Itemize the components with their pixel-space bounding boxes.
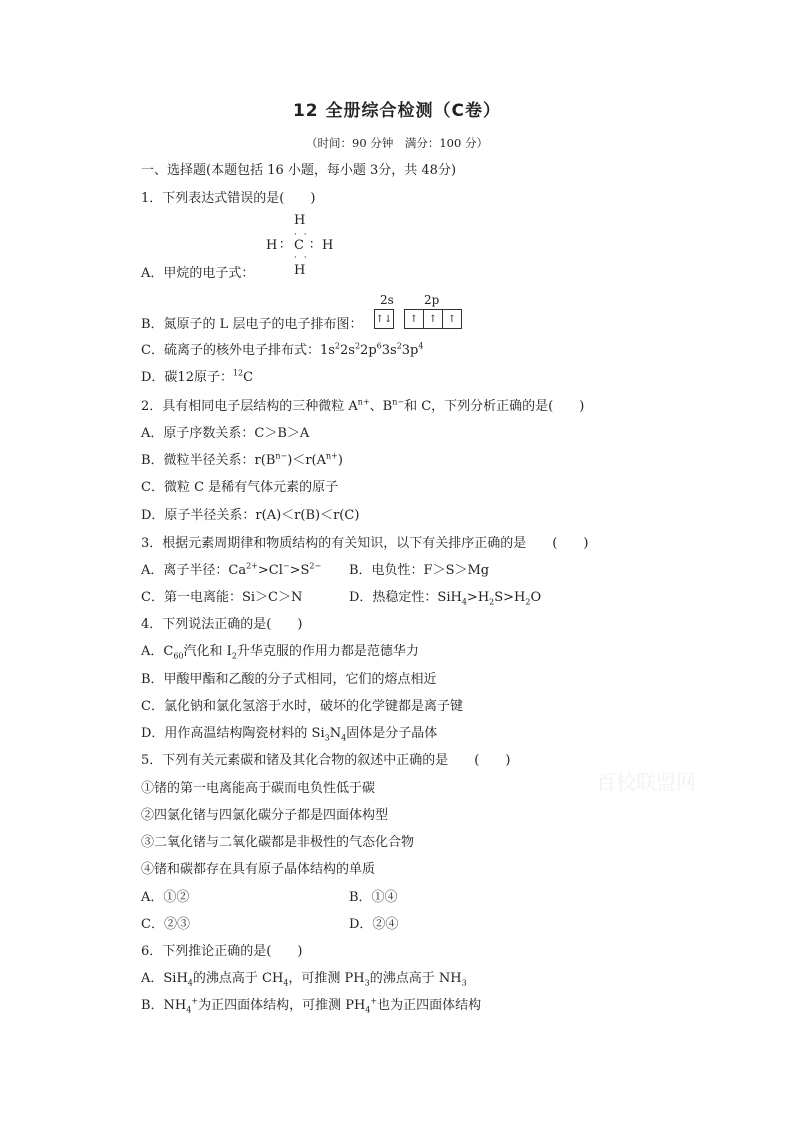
question-3-option-a: A．离子半径：$Ca^{2+}>Cl^->S^{2-}$ xyxy=(141,561,322,578)
page-title: 12 全册综合检测（C卷） xyxy=(292,101,502,121)
question-3-option-b: B．电负性：F＞S＞Mg xyxy=(349,563,490,578)
question-2-stem: 2．具有相同电子层结构的三种微粒 $A^{n+}$、$B^{n-}$和 C，下列分析正确的是( ) xyxy=(141,397,585,414)
question-3-stem: 3．根据元素周期律和物质结构的有关知识，以下有关排序正确的是 ( ) xyxy=(141,536,589,551)
orbital-cell: ↑ xyxy=(405,310,424,328)
watermark: 百校联盟网 xyxy=(596,770,696,794)
exam-info: （时间：90 分钟 满分：100 分） xyxy=(306,136,488,150)
orbital-label-2s: 2s xyxy=(380,293,394,307)
question-3-option-d: D．热稳定性：$SiH_4>H_2S>H_2O$ xyxy=(349,590,542,607)
section-heading: 一、选择题(本题包括 16 小题，每小题 3分，共 48分) xyxy=(141,163,457,178)
question-5-statement-3: ③二氧化锗与二氧化碳都是非极性的气态化合物 xyxy=(141,835,415,850)
question-2-option-a: A．原子序数关系：C＞B＞A xyxy=(141,426,310,441)
question-1-option-d: D．碳12原子：$^{12}$C xyxy=(141,368,254,385)
struct-dots: · · xyxy=(294,230,309,240)
question-5-option-a: A．①② xyxy=(141,890,190,905)
question-5-statement-1: ①锗的第一电离能高于碳而电负性低于碳 xyxy=(141,781,376,796)
question-5-statement-2: ②四氯化锗与四氯化碳分子都是四面体构型 xyxy=(141,808,389,823)
struct-h-right: H xyxy=(322,238,334,253)
question-4-option-c: C．氯化钠和氯化氢溶于水时，破坏的化学键都是离子键 xyxy=(141,699,463,714)
question-5-option-d: D．②④ xyxy=(349,917,399,932)
question-4-option-d: D．用作高温结构陶瓷材料的 $Si_3N_4$固体是分子晶体 xyxy=(141,726,438,743)
question-4-option-a: A．$C_{60}$汽化和 $I_2$升华克服的作用力都是范德华力 xyxy=(141,644,419,661)
question-5-option-c: C．②③ xyxy=(141,917,190,932)
struct-h-bottom: H xyxy=(294,263,306,278)
orbital-box-2p xyxy=(404,309,462,329)
question-2-option-c: C．微粒 C 是稀有气体元素的原子 xyxy=(141,480,339,495)
orbital-cell: ↑↓ xyxy=(375,313,393,325)
question-4-option-b: B．甲酸甲酯和乙酸的分子式相同，它们的熔点相近 xyxy=(141,672,437,687)
question-5-statement-4: ④锗和碳都存在具有原子晶体结构的单质 xyxy=(141,862,376,877)
question-3-option-c: C．第一电离能：Si＞C＞N xyxy=(141,590,303,605)
question-1-option-c: C．硫离子的核外电子排布式：$1s^22s^22p^63s^23p^4$ xyxy=(141,341,424,358)
struct-c: C xyxy=(294,238,304,253)
question-1-option-b: B．氮原子的 L 层电子的电子排布图： xyxy=(141,317,363,332)
orbital-cell: ↑ xyxy=(424,310,443,328)
question-1-stem: 1．下列表达式错误的是( ) xyxy=(141,191,316,206)
orbital-label-2p: 2p xyxy=(424,293,440,307)
question-2-option-d: D．原子半径关系：r(A)＜r(B)＜r(C) xyxy=(141,508,360,523)
question-2-option-b: B．微粒半径关系：$r(B^{n-})<r(A^{n+})$ xyxy=(141,451,343,468)
question-6-option-a: A．SiH$_4$的沸点高于 $CH_4$，可推测 $PH_3$的沸点高于 $NH_3$ xyxy=(141,971,467,988)
orbital-box-2s xyxy=(374,309,394,329)
question-5-option-b: B．①④ xyxy=(349,890,398,905)
orbital-cell: ↑ xyxy=(447,313,457,325)
question-6-stem: 6．下列推论正确的是( ) xyxy=(141,944,303,959)
struct-h-left: H xyxy=(266,238,278,253)
methane-electron-structure: H · · H ∶ C ∶ H · · H xyxy=(266,213,334,278)
struct-h-top: H xyxy=(294,213,306,228)
struct-dots: · · xyxy=(294,253,309,263)
question-4-stem: 4．下列说法正确的是( ) xyxy=(141,617,303,632)
question-5-stem: 5．下列有关元素碳和锗及其化合物的叙述中正确的是 ( ) xyxy=(141,753,511,768)
question-6-option-b: B．$NH_4^+$为正四面体结构，可推测 $PH_4^+$也为正四面体结构 xyxy=(141,996,482,1015)
question-1-option-a: A．甲烷的电子式： xyxy=(141,266,255,281)
